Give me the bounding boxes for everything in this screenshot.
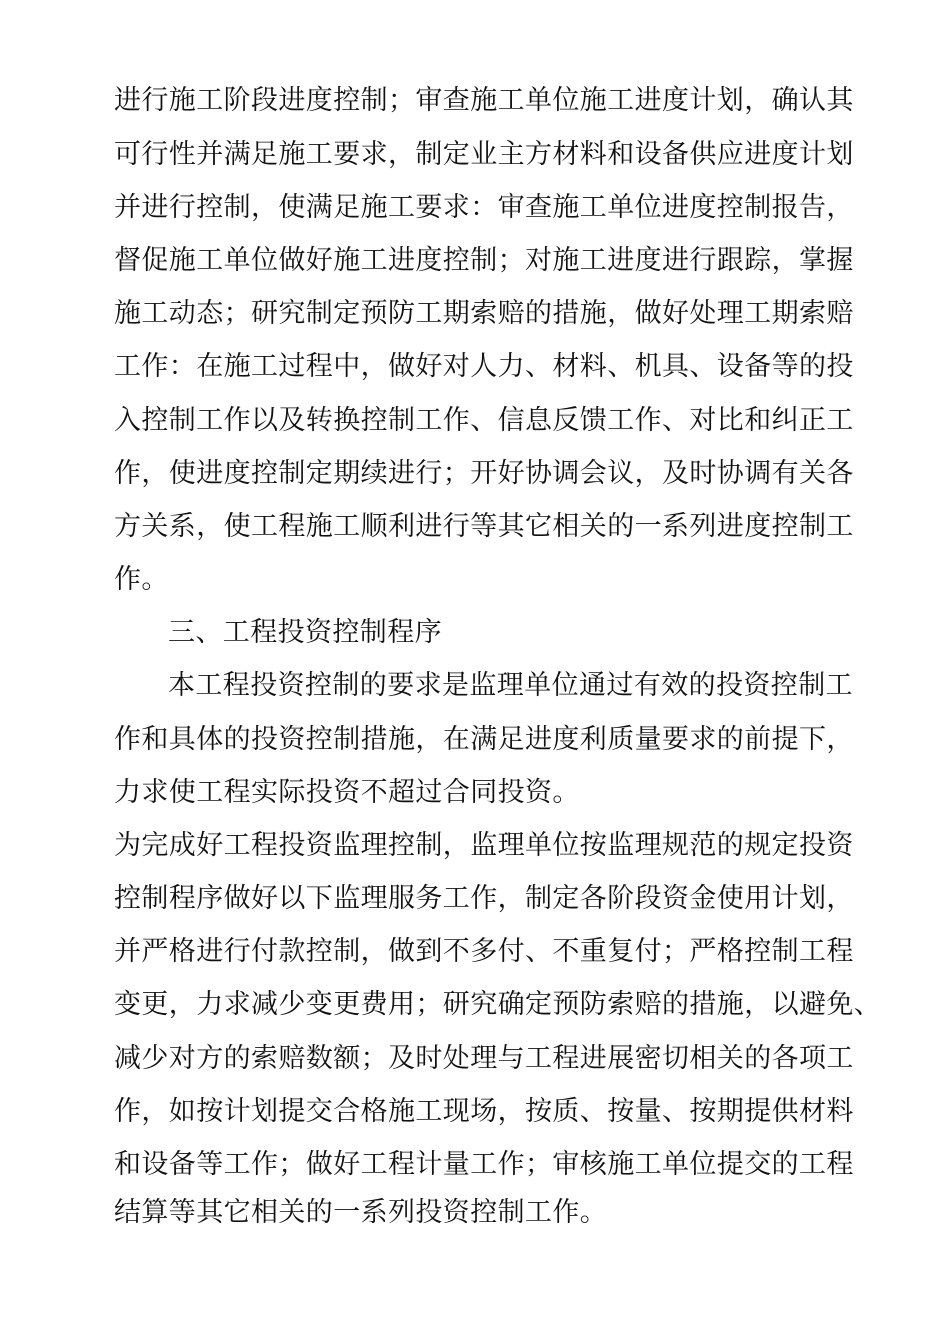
section-heading: 三、工程投资控制程序 xyxy=(168,617,442,648)
text-line: 作，如按计划提交合格施工现场，按质、按量、按期提供材料 xyxy=(114,1096,854,1127)
text-line: 工作：在施工过程中，做好对人力、材料、机具、设备等的投 xyxy=(114,351,854,382)
text-line: 可行性并满足施工要求，制定业主方材料和设备供应进度计划 xyxy=(114,139,854,170)
text-line: 入控制工作以及转换控制工作、信息反馈工作、对比和纠正工 xyxy=(114,405,854,436)
text-line: 方关系，使工程施工顺利进行等其它相关的一系列进度控制工 xyxy=(114,511,854,542)
text-line: 作。 xyxy=(114,564,169,595)
text-line: 和设备等工作；做好工程计量工作；审核施工单位提交的工程 xyxy=(114,1149,854,1180)
paragraph-first-line: 本工程投资控制的要求是监理单位通过有效的投资控制工 xyxy=(168,670,853,701)
paragraph-first-line: 为完成好工程投资监理控制，监理单位按监理规范的规定投资 xyxy=(114,830,854,861)
text-line: 控制程序做好以下监理服务工作，制定各阶段资金使用计划， xyxy=(114,883,854,914)
text-line: 减少对方的索赔数额；及时处理与工程进展密切相关的各项工 xyxy=(114,1043,854,1074)
text-line: 进行施工阶段进度控制；审查施工单位施工进度计划，确认其 xyxy=(114,85,854,116)
text-line: 并严格进行付款控制，做到不多付、不重复付；严格控制工程 xyxy=(114,936,854,967)
text-line: 结算等其它相关的一系列投资控制工作。 xyxy=(114,1197,608,1228)
text-line: 作，使进度控制定期续进行；开好协调会议，及时协调有关各 xyxy=(114,458,854,489)
text-line: 变更，力求减少变更费用；研究确定预防索赔的措施，以避免、 xyxy=(114,989,882,1020)
text-line: 督促施工单位做好施工进度控制；对施工进度进行跟踪，掌握 xyxy=(114,245,854,276)
text-line: 施工动态；研究制定预防工期索赔的措施，做好处理工期索赔 xyxy=(114,298,854,329)
text-line: 力求使工程实际投资不超过合同投资。 xyxy=(114,777,580,808)
text-line: 作和具体的投资控制措施，在满足进度利质量要求的前提下， xyxy=(114,724,854,755)
text-line: 并进行控制，使满足施工要求：审查施工单位进度控制报告， xyxy=(114,192,854,223)
